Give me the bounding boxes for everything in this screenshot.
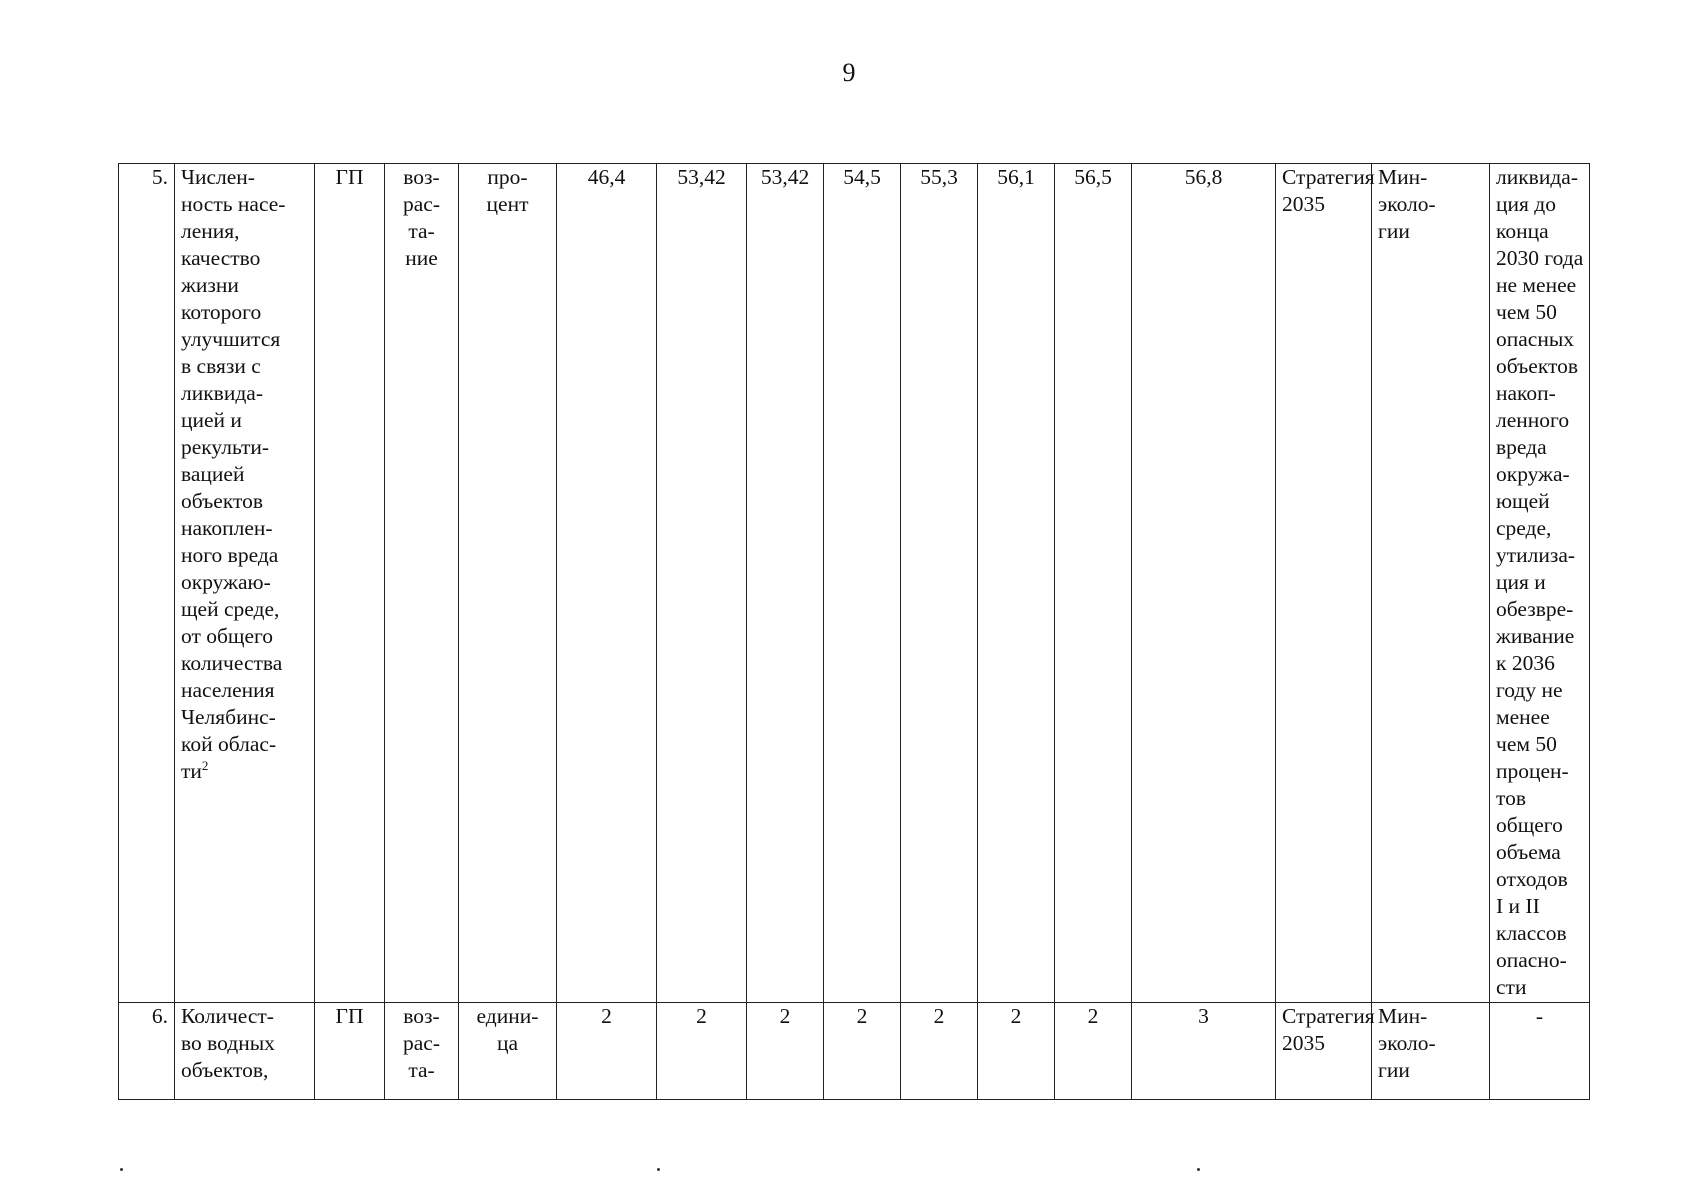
indicator-name-line: щей среде, xyxy=(181,597,280,621)
indicator-name-line: количества xyxy=(181,651,283,675)
footer-dot xyxy=(1197,1168,1200,1171)
table-row xyxy=(119,164,1590,1003)
link-to-national-goal-line: тов xyxy=(1496,786,1527,810)
source-document xyxy=(1276,164,1375,1003)
indicator-direction-line: воз- xyxy=(403,1004,440,1028)
indicator-value: 2 xyxy=(901,1003,978,1100)
indicator-value: 2 xyxy=(657,1003,747,1100)
link-to-national-goal-line: 2030 года xyxy=(1496,246,1584,270)
link-to-national-goal-line: среде, xyxy=(1496,516,1552,540)
indicator-value: 56,1 xyxy=(978,164,1055,1003)
indicators-table xyxy=(118,163,1590,1100)
responsible-authority-line: гии xyxy=(1378,1058,1410,1082)
indicator-name-line: населения xyxy=(181,678,275,702)
indicator-name-line: вацией xyxy=(181,462,245,486)
link-to-national-goal-line: году не xyxy=(1496,678,1563,702)
indicator-name-line: которого xyxy=(181,300,262,324)
link-to-national-goal-line: окружа- xyxy=(1496,462,1570,486)
indicator-name-line: ного вреда xyxy=(181,543,279,567)
link-to-national-goal-line: ющей xyxy=(1496,489,1550,513)
unit-of-measure xyxy=(459,164,557,1003)
indicator-direction-line: рас- xyxy=(403,1031,440,1055)
unit-of-measure xyxy=(459,1003,557,1100)
footer-dot xyxy=(657,1168,660,1171)
responsible-authority-line: гии xyxy=(1378,219,1410,243)
indicator-value: 3 xyxy=(1132,1003,1276,1100)
link-to-national-goal-line: отходов xyxy=(1496,867,1568,891)
indicator-value: 2 xyxy=(747,1003,824,1100)
link-to-national-goal-line: общего xyxy=(1496,813,1563,837)
responsible-authority xyxy=(1372,1003,1490,1100)
indicator-direction-line: рас- xyxy=(403,192,440,216)
indicator-value: 2 xyxy=(978,1003,1055,1100)
indicator-direction-line: воз- xyxy=(403,165,440,189)
indicator-name-line: жизни xyxy=(181,273,239,297)
indicator-direction-line: та- xyxy=(408,1058,435,1082)
indicator-value: 56,8 xyxy=(1132,164,1276,1003)
footer-dot xyxy=(120,1168,123,1171)
link-to-national-goal-line: живание xyxy=(1496,624,1575,648)
indicator-name-line: окружаю- xyxy=(181,570,271,594)
link-to-national-goal-line: обезвре- xyxy=(1496,597,1574,621)
indicator-type: ГП xyxy=(315,164,385,1003)
indicator-name-line: ления, xyxy=(181,219,240,243)
link-to-national-goal-line: не менее xyxy=(1496,273,1577,297)
link-to-national-goal-line: к 2036 xyxy=(1496,651,1555,675)
link-to-national-goal-line: объектов xyxy=(1496,354,1578,378)
footnote-marker: 2 xyxy=(201,757,209,773)
indicator-name-line: ликвида- xyxy=(181,381,263,405)
link-to-national-goal-line: конца xyxy=(1496,219,1549,243)
link-to-national-goal-line: процен- xyxy=(1496,759,1569,783)
row-number: 6. xyxy=(119,1003,175,1100)
table-body xyxy=(119,164,1590,1100)
indicator-name-line: ность насе- xyxy=(181,192,286,216)
indicator-value: 53,42 xyxy=(657,164,747,1003)
indicator-name-line: Челябинс- xyxy=(181,705,276,729)
indicator-name-line: качество xyxy=(181,246,261,270)
source-document-line: 2035 xyxy=(1282,1031,1325,1055)
link-to-national-goal-line: опасно- xyxy=(1496,948,1567,972)
link-to-national-goal-line: объема xyxy=(1496,840,1561,864)
unit-of-measure-line: цент xyxy=(486,192,529,216)
indicator-type: ГП xyxy=(315,1003,385,1100)
indicator-value: 55,3 xyxy=(901,164,978,1003)
responsible-authority-line: Мин- xyxy=(1378,1004,1428,1028)
indicator-name xyxy=(175,1003,315,1100)
link-to-national-goal-line: ликвида- xyxy=(1496,165,1578,189)
indicator-value: 54,5 xyxy=(824,164,901,1003)
link-to-national-goal-line: чем 50 xyxy=(1496,300,1557,324)
responsible-authority xyxy=(1372,164,1490,1003)
indicator-name-line: Количест- xyxy=(181,1004,274,1028)
link-to-national-goal-line: опасных xyxy=(1496,327,1575,351)
indicator-name-line: от общего xyxy=(181,624,274,648)
indicator-name-line: $ти^2$ xyxy=(181,757,209,783)
indicator-value: 2 xyxy=(824,1003,901,1100)
link-to-national-goal-line: ция до xyxy=(1496,192,1556,216)
indicator-name-line: объектов, xyxy=(181,1058,269,1082)
link-to-national-goal xyxy=(1490,1003,1590,1100)
indicator-name-line: в связи с xyxy=(181,354,261,378)
page-number: 9 xyxy=(842,58,856,87)
link-to-national-goal xyxy=(1490,164,1590,1003)
link-to-national-goal-line: классов xyxy=(1496,921,1567,945)
responsible-authority-line: эколо- xyxy=(1378,1031,1436,1055)
source-document-line: 2035 xyxy=(1282,192,1325,216)
link-to-national-goal-line: I и II xyxy=(1496,894,1540,918)
unit-of-measure-line: ца xyxy=(496,1031,519,1055)
indicator-value: 46,4 xyxy=(557,164,657,1003)
link-to-national-goal-line: ция и xyxy=(1496,570,1546,594)
link-to-national-goal-line: сти xyxy=(1496,975,1527,999)
responsible-authority-line: Мин- xyxy=(1378,165,1428,189)
indicator-name-line: Числен- xyxy=(181,165,255,189)
unit-of-measure-line: едини- xyxy=(476,1004,539,1028)
indicator-name-line: цией и xyxy=(181,408,242,432)
indicator-name-line: улучшится xyxy=(181,327,281,351)
table-row xyxy=(119,1003,1590,1100)
unit-of-measure-line: про- xyxy=(487,165,528,189)
link-to-national-goal-line: вреда xyxy=(1496,435,1547,459)
indicator-name-line: объектов xyxy=(181,489,263,513)
link-to-national-goal-line: накоп- xyxy=(1496,381,1556,405)
indicator-direction xyxy=(385,1003,459,1100)
indicator-value: 53,42 xyxy=(747,164,824,1003)
row-number: 5. xyxy=(119,164,175,1003)
indicator-name-line: кой облас- xyxy=(181,732,277,756)
source-document-line: Стратегия xyxy=(1282,1004,1375,1028)
source-document xyxy=(1276,1003,1375,1100)
indicator-name-line: во водных xyxy=(181,1031,275,1055)
indicator-name xyxy=(175,164,315,1003)
indicator-direction-line: та- xyxy=(408,219,435,243)
link-to-national-goal-line: чем 50 xyxy=(1496,732,1557,756)
link-to-national-goal-line: менее xyxy=(1496,705,1550,729)
indicator-direction-line: ние xyxy=(405,246,438,270)
link-to-national-goal-line: ленного xyxy=(1496,408,1570,432)
indicator-name-line: накоплен- xyxy=(181,516,273,540)
indicator-direction xyxy=(385,164,459,1003)
indicator-value: 56,5 xyxy=(1055,164,1132,1003)
indicator-value: 2 xyxy=(557,1003,657,1100)
indicator-value: 2 xyxy=(1055,1003,1132,1100)
responsible-authority-line: эколо- xyxy=(1378,192,1436,216)
source-document-line: Стратегия xyxy=(1282,165,1375,189)
link-to-national-goal-line: утилиза- xyxy=(1496,543,1576,567)
indicator-name-line: рекульти- xyxy=(181,435,270,459)
link-to-national-goal-line: - xyxy=(1535,1004,1544,1028)
